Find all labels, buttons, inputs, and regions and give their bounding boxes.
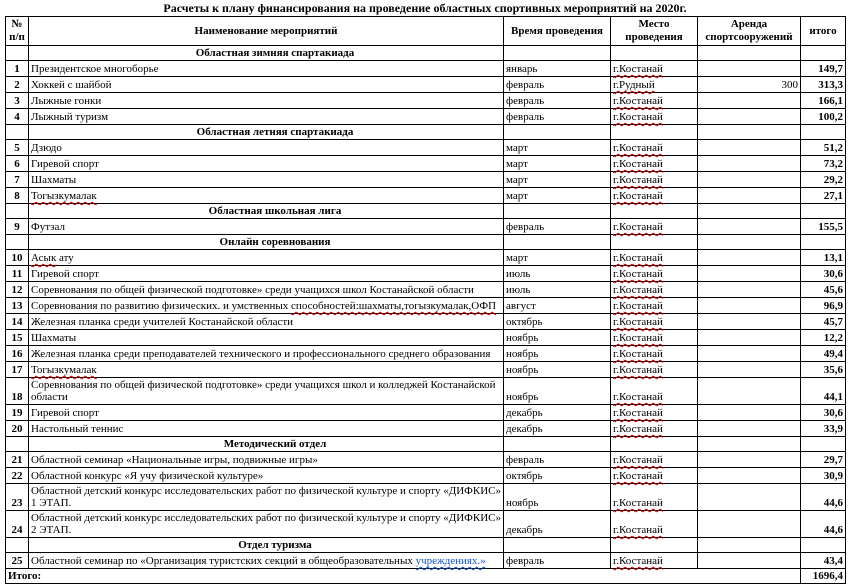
cell-rent	[698, 452, 801, 468]
cell-event-name	[29, 362, 504, 378]
event-name-text: Шахматы	[31, 332, 77, 344]
event-name-text: Соревнования по общей физической подготовке» среди учащихся школ и колледжей Костанайской области	[31, 379, 496, 403]
col-header-total: итого	[801, 17, 846, 46]
cell-place	[611, 219, 698, 235]
cell-place	[611, 235, 698, 250]
cell-place	[611, 378, 698, 405]
cell-event-name	[29, 452, 504, 468]
place-text: г.Костанай	[613, 470, 663, 482]
place-text: г.Костанай	[613, 284, 663, 296]
cell-total: 29,2	[801, 172, 846, 188]
table-row	[6, 61, 846, 77]
cell-time: июль	[504, 266, 611, 282]
cell-event-name	[29, 468, 504, 484]
cell-total: 30,9	[801, 468, 846, 484]
cell-time: март	[504, 156, 611, 172]
cell-event-name	[29, 172, 504, 188]
cell-total: 35,6	[801, 362, 846, 378]
cell-rent: 300	[698, 77, 801, 93]
cell-num	[6, 437, 29, 452]
cell-num: 18	[6, 378, 29, 405]
table-row	[6, 346, 846, 362]
grand-total-value: 1696,4	[801, 569, 846, 584]
header-row	[6, 17, 846, 46]
cell-total: 44,6	[801, 511, 846, 538]
event-name-text: ату	[56, 252, 74, 264]
cell-place	[611, 362, 698, 378]
table-row	[6, 109, 846, 125]
event-name-text: Дзюдо	[31, 142, 62, 154]
cell-num: 14	[6, 314, 29, 330]
cell-time: февраль	[504, 452, 611, 468]
event-name-text: Гиревой спорт	[31, 268, 99, 280]
section-title: Областная летняя спартакиада	[29, 125, 504, 140]
cell-num: 9	[6, 219, 29, 235]
cell-place	[611, 346, 698, 362]
cell-num: 1	[6, 61, 29, 77]
table-row	[6, 511, 846, 538]
cell-total: 96,9	[801, 298, 846, 314]
cell-event-name	[29, 298, 504, 314]
section-title: Областная школьная лига	[29, 204, 504, 219]
place-text: г.Костанай	[613, 364, 663, 376]
cell-place	[611, 538, 698, 553]
cell-time: ноябрь	[504, 346, 611, 362]
cell-place	[611, 156, 698, 172]
event-name-text: Областной детский конкурс исследовательских работ по физической культуре и спорту «ДИФКИС» 2 ЭТАП.	[31, 512, 501, 536]
event-name-text: Президентское многоборье	[31, 63, 159, 75]
cell-event-name	[29, 553, 504, 569]
cell-num: 25	[6, 553, 29, 569]
cell-time	[504, 538, 611, 553]
place-text: г.Костанай	[613, 221, 663, 233]
cell-event-name	[29, 330, 504, 346]
event-name-text: Соревнования по развитию физических. и умственных	[31, 300, 292, 312]
place-text: г.Костанай	[613, 524, 663, 536]
cell-time: октябрь	[504, 314, 611, 330]
cell-place	[611, 61, 698, 77]
cell-event-name	[29, 314, 504, 330]
finance-table	[5, 16, 846, 584]
table-row	[6, 468, 846, 484]
cell-time	[504, 437, 611, 452]
cell-place	[611, 484, 698, 511]
cell-rent	[698, 511, 801, 538]
cell-total: 13,1	[801, 250, 846, 266]
section-row	[6, 46, 846, 61]
cell-time: июль	[504, 282, 611, 298]
cell-total	[801, 538, 846, 553]
cell-num: 3	[6, 93, 29, 109]
place-text: г.Костанай	[613, 454, 663, 466]
cell-num: 24	[6, 511, 29, 538]
cell-num	[6, 235, 29, 250]
spellcheck-marked-text: Тогызкумалак	[31, 190, 97, 202]
table-row	[6, 330, 846, 346]
table-row	[6, 362, 846, 378]
cell-rent	[698, 156, 801, 172]
cell-rent	[698, 378, 801, 405]
cell-time: март	[504, 140, 611, 156]
place-text: г.Костанай	[613, 142, 663, 154]
cell-rent	[698, 553, 801, 569]
table-row	[6, 188, 846, 204]
cell-time: октябрь	[504, 468, 611, 484]
table-row	[6, 298, 846, 314]
cell-num	[6, 46, 29, 61]
place-text: г.Костанай	[613, 555, 663, 567]
cell-num: 19	[6, 405, 29, 421]
place-text: г.Костанай	[613, 190, 663, 202]
cell-time	[504, 235, 611, 250]
table-row	[6, 93, 846, 109]
cell-num: 12	[6, 282, 29, 298]
cell-time: декабрь	[504, 405, 611, 421]
cell-time: февраль	[504, 553, 611, 569]
page-title: Расчеты к плану финансирования на проведение областных спортивных мероприятий на 2020г.	[163, 1, 687, 15]
event-name-text: Областной детский конкурс исследовательских работ по физической культуре и спорту «ДИФКИС» 1 ЭТАП.	[31, 485, 501, 509]
cell-time: ноябрь	[504, 330, 611, 346]
cell-num: 20	[6, 421, 29, 437]
cell-rent	[698, 421, 801, 437]
cell-place	[611, 405, 698, 421]
event-name-text: Настольный теннис	[31, 423, 124, 435]
place-text: г.Костанай	[613, 111, 663, 123]
cell-place	[611, 314, 698, 330]
cell-total	[801, 204, 846, 219]
table-row	[6, 405, 846, 421]
place-text: г.Костанай	[613, 391, 663, 403]
cell-total: 33,9	[801, 421, 846, 437]
cell-rent	[698, 93, 801, 109]
link-text[interactable]: учреждениях.»	[415, 555, 486, 567]
cell-total: 51,2	[801, 140, 846, 156]
col-header-place: Место проведения	[611, 17, 698, 46]
cell-rent	[698, 188, 801, 204]
cell-time: декабрь	[504, 421, 611, 437]
cell-total: 45,6	[801, 282, 846, 298]
table-row	[6, 140, 846, 156]
cell-total: 155,5	[801, 219, 846, 235]
cell-total: 27,1	[801, 188, 846, 204]
table-row	[6, 484, 846, 511]
cell-event-name	[29, 484, 504, 511]
event-name-text: Гиревой спорт	[31, 407, 99, 419]
cell-num: 13	[6, 298, 29, 314]
cell-place	[611, 250, 698, 266]
cell-rent	[698, 235, 801, 250]
table-row	[6, 553, 846, 569]
cell-event-name	[29, 282, 504, 298]
cell-time: март	[504, 250, 611, 266]
cell-time: август	[504, 298, 611, 314]
cell-place	[611, 140, 698, 156]
cell-time: март	[504, 172, 611, 188]
cell-time	[504, 125, 611, 140]
cell-rent	[698, 298, 801, 314]
cell-time: февраль	[504, 219, 611, 235]
table-row	[6, 282, 846, 298]
cell-place	[611, 553, 698, 569]
cell-num: 4	[6, 109, 29, 125]
cell-event-name	[29, 156, 504, 172]
cell-total: 30,6	[801, 266, 846, 282]
cell-rent	[698, 204, 801, 219]
cell-total: 43,4	[801, 553, 846, 569]
table-row	[6, 219, 846, 235]
table-row	[6, 77, 846, 93]
place-text: г.Костанай	[613, 158, 663, 170]
cell-num: 21	[6, 452, 29, 468]
event-name-text: Железная планка среди преподавателей технического и профессионального среднего образования	[31, 348, 491, 360]
cell-total	[801, 437, 846, 452]
cell-event-name	[29, 378, 504, 405]
table-body	[6, 46, 846, 584]
cell-total: 100,2	[801, 109, 846, 125]
cell-time: декабрь	[504, 511, 611, 538]
cell-total: 12,2	[801, 330, 846, 346]
event-name-text: Хоккей с шайбой	[31, 79, 112, 91]
cell-rent	[698, 405, 801, 421]
cell-event-name	[29, 421, 504, 437]
cell-num: 17	[6, 362, 29, 378]
cell-rent	[698, 282, 801, 298]
cell-num: 16	[6, 346, 29, 362]
cell-total: 313,3	[801, 77, 846, 93]
cell-time: ноябрь	[504, 362, 611, 378]
event-name-text: Областной конкурс «Я учу физической культуре»	[31, 470, 264, 482]
cell-num: 2	[6, 77, 29, 93]
cell-event-name	[29, 93, 504, 109]
place-text: г.Костанай	[613, 63, 663, 75]
cell-rent	[698, 314, 801, 330]
cell-rent	[698, 125, 801, 140]
place-text: г.Костанай	[613, 300, 663, 312]
col-header-num: № п/п	[6, 17, 29, 46]
cell-total	[801, 46, 846, 61]
cell-rent	[698, 362, 801, 378]
cell-place	[611, 109, 698, 125]
cell-rent	[698, 437, 801, 452]
cell-total: 149,7	[801, 61, 846, 77]
event-name-text: Гиревой спорт	[31, 158, 99, 170]
cell-place	[611, 421, 698, 437]
cell-rent	[698, 61, 801, 77]
section-row	[6, 538, 846, 553]
cell-place	[611, 266, 698, 282]
col-header-time: Время проведения	[504, 17, 611, 46]
cell-place	[611, 93, 698, 109]
cell-num	[6, 538, 29, 553]
event-name-text: Шахматы	[31, 174, 77, 186]
table-row	[6, 452, 846, 468]
cell-time: февраль	[504, 93, 611, 109]
section-title: Онлайн соревнования	[29, 235, 504, 250]
cell-event-name	[29, 405, 504, 421]
event-name-text: Областной семинар по «Организация туристских секций в общеобразовательных	[31, 555, 416, 567]
table-row	[6, 266, 846, 282]
cell-place	[611, 468, 698, 484]
cell-time: январь	[504, 61, 611, 77]
cell-rent	[698, 538, 801, 553]
cell-rent	[698, 250, 801, 266]
spellcheck-marked-text: Асык	[31, 252, 57, 264]
cell-event-name	[29, 140, 504, 156]
cell-time: февраль	[504, 77, 611, 93]
cell-total: 29,7	[801, 452, 846, 468]
cell-place	[611, 125, 698, 140]
cell-event-name	[29, 511, 504, 538]
event-name-text: Железная планка среди учителей Костанайской области	[31, 316, 294, 328]
cell-event-name	[29, 219, 504, 235]
cell-event-name	[29, 266, 504, 282]
cell-num: 8	[6, 188, 29, 204]
section-title: Отдел туризма	[29, 538, 504, 553]
event-name-text: Соревнования по общей физической подготовке» среди учащихся школ Костанайской области	[31, 284, 474, 296]
cell-total: 73,2	[801, 156, 846, 172]
cell-total: 45,7	[801, 314, 846, 330]
table-row	[6, 421, 846, 437]
place-text: г.Костанай	[613, 332, 663, 344]
section-title: Методический отдел	[29, 437, 504, 452]
cell-rent	[698, 219, 801, 235]
cell-place	[611, 511, 698, 538]
cell-time: март	[504, 188, 611, 204]
cell-rent	[698, 266, 801, 282]
table-row	[6, 172, 846, 188]
cell-place	[611, 330, 698, 346]
place-text: г.Костанай	[613, 268, 663, 280]
cell-event-name	[29, 77, 504, 93]
section-title: Областная зимняя спартакиада	[29, 46, 504, 61]
cell-num: 7	[6, 172, 29, 188]
cell-total	[801, 125, 846, 140]
totals-row	[6, 569, 846, 584]
place-text: г.Рудный	[613, 79, 655, 91]
table-row	[6, 156, 846, 172]
section-row	[6, 235, 846, 250]
cell-event-name	[29, 250, 504, 266]
col-header-rent: Аренда спортсооружений	[698, 17, 801, 46]
cell-rent	[698, 172, 801, 188]
cell-event-name	[29, 346, 504, 362]
event-name-text: Областной семинар «Национальные игры, подвижные игры»	[31, 454, 318, 466]
cell-event-name	[29, 61, 504, 77]
cell-place	[611, 46, 698, 61]
cell-place	[611, 452, 698, 468]
cell-total: 166,1	[801, 93, 846, 109]
cell-rent	[698, 468, 801, 484]
event-name-text: Лыжный туризм	[31, 111, 109, 123]
cell-total: 30,6	[801, 405, 846, 421]
cell-total: 44,1	[801, 378, 846, 405]
cell-num: 11	[6, 266, 29, 282]
section-row	[6, 204, 846, 219]
event-name-text: Футзал	[31, 221, 65, 233]
cell-time	[504, 46, 611, 61]
cell-rent	[698, 140, 801, 156]
place-text: г.Костанай	[613, 316, 663, 328]
col-header-name: Наименование мероприятий	[29, 17, 504, 46]
cell-place	[611, 172, 698, 188]
cell-num: 6	[6, 156, 29, 172]
cell-total: 49,4	[801, 346, 846, 362]
section-row	[6, 125, 846, 140]
cell-time	[504, 204, 611, 219]
cell-rent	[698, 346, 801, 362]
place-text: г.Костанай	[613, 423, 663, 435]
cell-rent	[698, 484, 801, 511]
cell-num: 5	[6, 140, 29, 156]
place-text: г.Костанай	[613, 95, 663, 107]
spellcheck-marked-text: способностей:шахматы,тогызкумалак,ОФП	[291, 300, 497, 312]
place-text: г.Костанай	[613, 407, 663, 419]
place-text: г.Костанай	[613, 252, 663, 264]
place-text: г.Костанай	[613, 174, 663, 186]
cell-place	[611, 204, 698, 219]
event-name-text: Лыжные гонки	[31, 95, 102, 107]
cell-event-name	[29, 109, 504, 125]
cell-time: февраль	[504, 109, 611, 125]
cell-total: 44,6	[801, 484, 846, 511]
cell-num: 23	[6, 484, 29, 511]
cell-time: ноябрь	[504, 378, 611, 405]
totals-label: Итого:	[6, 569, 801, 584]
table-header	[6, 17, 846, 46]
cell-event-name	[29, 188, 504, 204]
cell-rent	[698, 46, 801, 61]
table-row	[6, 250, 846, 266]
cell-num: 15	[6, 330, 29, 346]
cell-rent	[698, 330, 801, 346]
cell-time: ноябрь	[504, 484, 611, 511]
cell-rent	[698, 109, 801, 125]
cell-num: 22	[6, 468, 29, 484]
cell-place	[611, 282, 698, 298]
table-row	[6, 314, 846, 330]
cell-place	[611, 77, 698, 93]
cell-num	[6, 125, 29, 140]
cell-num: 10	[6, 250, 29, 266]
cell-place	[611, 188, 698, 204]
section-row	[6, 437, 846, 452]
place-text: г.Костанай	[613, 348, 663, 360]
place-text: г.Костанай	[613, 497, 663, 509]
cell-total	[801, 235, 846, 250]
cell-num	[6, 204, 29, 219]
cell-place	[611, 437, 698, 452]
cell-place	[611, 298, 698, 314]
table-row	[6, 378, 846, 405]
spellcheck-marked-text: Тогызкумалак	[31, 364, 97, 376]
